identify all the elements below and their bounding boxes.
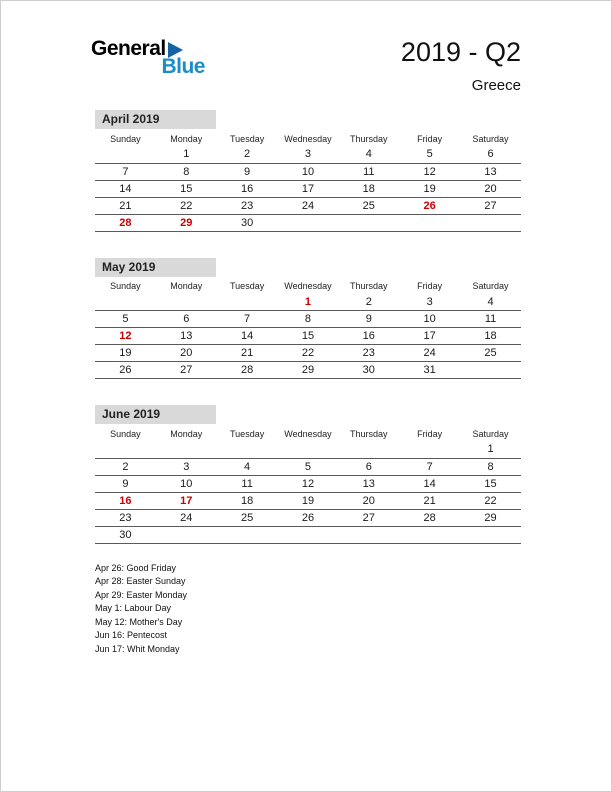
weekday-header: Wednesday <box>284 281 332 291</box>
date-cell: 15 <box>484 477 497 490</box>
empty-cell <box>95 146 156 163</box>
date-cell: 9 <box>244 165 251 178</box>
date-cell: 27 <box>362 511 375 524</box>
date-cell: 8 <box>304 313 312 325</box>
date-cell: 22 <box>301 347 315 359</box>
week-row <box>95 146 521 163</box>
date-cell: 9 <box>122 477 129 490</box>
date-cell: 7 <box>426 460 433 473</box>
month-title: June 2019 <box>95 405 216 424</box>
date-cell: 24 <box>301 199 315 212</box>
date-cell: 5 <box>122 313 129 325</box>
date-cell: 26 <box>301 511 315 524</box>
holiday-date-cell: 29 <box>180 216 193 229</box>
month-section-1 <box>95 110 521 232</box>
week-row <box>95 180 521 197</box>
date-cell: 4 <box>244 460 251 473</box>
date-cell: 14 <box>240 330 254 342</box>
weekday-header: Wednesday <box>284 133 332 144</box>
empty-cell <box>460 214 521 231</box>
empty-cell <box>338 526 399 543</box>
empty-cell <box>156 526 217 543</box>
date-cell: 3 <box>304 148 312 161</box>
date-cell: 2 <box>122 460 129 473</box>
date-cell: 6 <box>365 460 372 473</box>
empty-cell <box>95 294 156 311</box>
empty-cell <box>278 441 339 458</box>
date-cell: 6 <box>487 148 494 161</box>
weekday-header-row <box>95 131 521 146</box>
holiday-note: Apr 26: Good Friday <box>95 562 177 573</box>
date-cell: 1 <box>183 148 190 161</box>
date-cell: 4 <box>365 148 372 161</box>
week-row <box>95 362 521 379</box>
date-cell: 30 <box>362 364 375 376</box>
week-row <box>95 311 521 328</box>
weekday-header: Tuesday <box>230 133 265 144</box>
date-cell: 3 <box>183 460 190 473</box>
weekday-header: Wednesday <box>284 428 332 439</box>
title-block <box>401 37 521 94</box>
holiday-note: May 12: Mother's Day <box>95 616 183 627</box>
weekday-header: Friday <box>417 428 443 439</box>
month-section-2 <box>95 258 521 380</box>
weekday-header: Monday <box>170 428 203 439</box>
weekday-header-row <box>95 279 521 294</box>
page-content <box>91 37 521 656</box>
date-cell: 23 <box>240 199 254 212</box>
date-cell: 26 <box>119 364 132 376</box>
date-cell: 18 <box>362 182 375 195</box>
empty-cell <box>338 441 399 458</box>
week-row <box>95 458 521 475</box>
holiday-date-cell: 28 <box>119 216 132 229</box>
logo-text-blue: Blue <box>161 55 205 78</box>
date-cell: 5 <box>304 460 312 473</box>
empty-cell <box>460 362 521 379</box>
date-cell: 19 <box>423 182 436 195</box>
holiday-date-cell: 16 <box>119 494 132 507</box>
weekday-header: Friday <box>417 281 443 291</box>
weekday-header: Monday <box>170 133 203 144</box>
date-cell: 10 <box>180 477 193 490</box>
date-cell: 8 <box>183 165 190 178</box>
date-cell: 21 <box>423 494 436 507</box>
date-cell: 24 <box>423 347 436 359</box>
empty-cell <box>217 441 278 458</box>
weekday-header: Thursday <box>350 133 388 144</box>
date-cell: 22 <box>180 199 193 212</box>
weekday-header: Saturday <box>472 133 509 144</box>
date-cell: 21 <box>119 199 132 212</box>
weekday-header: Thursday <box>350 428 388 439</box>
page-title: 2019 - Q2 <box>400 37 521 67</box>
date-cell: 27 <box>484 199 497 212</box>
month-table <box>95 131 521 232</box>
month-table <box>95 279 521 380</box>
date-cell: 29 <box>301 364 315 376</box>
weekday-header: Friday <box>417 133 443 144</box>
page-header <box>91 37 521 94</box>
empty-cell <box>156 441 217 458</box>
date-cell: 25 <box>240 511 254 524</box>
weekday-header: Saturday <box>472 281 509 291</box>
date-cell: 16 <box>240 182 254 195</box>
date-cell: 16 <box>362 330 375 342</box>
date-cell: 15 <box>180 182 193 195</box>
weekday-header: Thursday <box>350 281 388 291</box>
empty-cell <box>217 294 278 311</box>
week-row <box>95 441 521 458</box>
weekday-header: Sunday <box>110 428 141 439</box>
date-cell: 12 <box>301 477 315 490</box>
holiday-date-cell: 12 <box>119 330 132 342</box>
empty-cell <box>278 526 339 543</box>
date-cell: 21 <box>240 347 254 359</box>
week-row <box>95 197 521 214</box>
date-cell: 2 <box>244 148 251 161</box>
month-title: May 2019 <box>95 258 216 277</box>
date-cell: 23 <box>362 347 375 359</box>
date-cell: 17 <box>301 182 315 195</box>
date-cell: 17 <box>423 330 436 342</box>
holiday-note: Jun 17: Whit Monday <box>95 643 180 654</box>
date-cell: 6 <box>183 313 190 325</box>
holiday-note: Jun 16: Pentecost <box>95 630 168 640</box>
empty-cell <box>217 526 278 543</box>
holiday-note: Apr 28: Easter Sunday <box>95 576 186 586</box>
date-cell: 15 <box>301 330 315 342</box>
week-row <box>95 492 521 509</box>
holiday-date-cell: 17 <box>180 494 193 507</box>
logo-text-general: General <box>91 37 166 60</box>
date-cell: 4 <box>487 295 494 308</box>
date-cell: 20 <box>484 182 497 195</box>
week-row <box>95 526 521 543</box>
holiday-date-cell: 26 <box>423 199 436 212</box>
date-cell: 24 <box>180 511 193 524</box>
empty-cell <box>156 294 217 311</box>
date-cell: 5 <box>426 148 433 161</box>
date-cell: 8 <box>487 460 494 473</box>
date-cell: 31 <box>423 364 436 376</box>
week-row <box>95 345 521 362</box>
date-cell: 1 <box>487 443 494 456</box>
weekday-header: Sunday <box>110 281 141 291</box>
date-cell: 30 <box>119 528 132 541</box>
date-cell: 13 <box>484 165 497 178</box>
month-section-3 <box>95 405 521 544</box>
month-table <box>95 426 521 544</box>
weekday-header: Tuesday <box>230 428 265 439</box>
weekday-header: Monday <box>170 281 203 291</box>
date-cell: 13 <box>180 330 193 342</box>
date-cell: 14 <box>119 182 132 195</box>
date-cell: 3 <box>426 295 433 308</box>
weekday-header: Tuesday <box>230 281 265 291</box>
empty-cell <box>338 214 399 231</box>
date-cell: 30 <box>240 216 254 229</box>
empty-cell <box>460 526 521 543</box>
holiday-note: Apr 29: Easter Monday <box>95 589 188 600</box>
date-cell: 18 <box>484 330 497 342</box>
weekday-header-row <box>95 426 521 441</box>
date-cell: 13 <box>362 477 375 490</box>
week-row <box>95 163 521 180</box>
date-cell: 9 <box>365 313 372 325</box>
date-cell: 10 <box>301 165 315 178</box>
holiday-note: May 1: Labour Day <box>95 603 172 613</box>
week-row <box>95 328 521 345</box>
date-cell: 19 <box>301 494 315 507</box>
date-cell: 20 <box>362 494 375 507</box>
date-cell: 27 <box>180 364 193 376</box>
date-cell: 25 <box>484 347 497 359</box>
date-cell: 14 <box>423 477 436 490</box>
date-cell: 22 <box>484 494 497 507</box>
date-cell: 11 <box>484 313 497 325</box>
week-row <box>95 214 521 231</box>
date-cell: 11 <box>363 165 375 178</box>
holiday-date-cell: 1 <box>304 295 312 308</box>
month-title: April 2019 <box>95 110 216 129</box>
holiday-notes-list <box>95 562 521 657</box>
weekday-header: Saturday <box>472 428 509 439</box>
date-cell: 18 <box>240 494 254 507</box>
date-cell: 28 <box>423 511 436 524</box>
date-cell: 28 <box>240 364 254 376</box>
empty-cell <box>399 526 460 543</box>
date-cell: 19 <box>119 347 132 359</box>
empty-cell <box>399 441 460 458</box>
date-cell: 2 <box>365 295 372 308</box>
date-cell: 20 <box>180 347 193 359</box>
date-cell: 7 <box>244 313 251 325</box>
country-label: Greece <box>471 77 521 94</box>
date-cell: 10 <box>423 313 436 325</box>
empty-cell <box>95 441 156 458</box>
general-blue-logo <box>91 37 211 79</box>
empty-cell <box>278 214 339 231</box>
empty-cell <box>399 214 460 231</box>
week-row <box>95 294 521 311</box>
date-cell: 11 <box>241 477 253 490</box>
date-cell: 23 <box>119 511 132 524</box>
weekday-header: Sunday <box>110 133 141 144</box>
date-cell: 7 <box>122 165 129 178</box>
months-container <box>95 110 521 544</box>
date-cell: 29 <box>484 511 497 524</box>
date-cell: 25 <box>362 199 375 212</box>
week-row <box>95 509 521 526</box>
date-cell: 12 <box>423 165 436 178</box>
week-row <box>95 475 521 492</box>
